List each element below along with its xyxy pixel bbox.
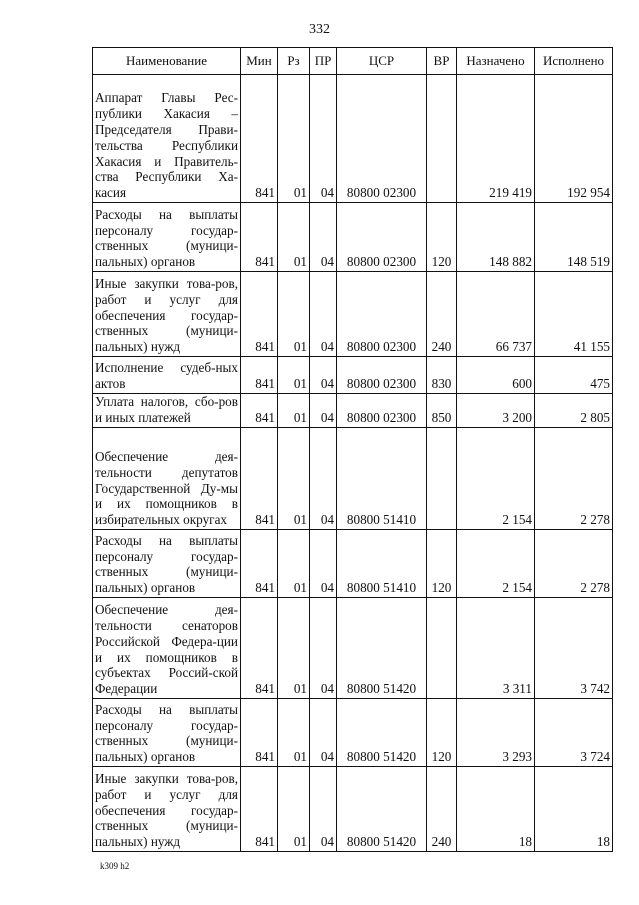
row-executed: 148 519 bbox=[535, 203, 613, 272]
row-vr bbox=[427, 428, 457, 530]
row-executed: 2 805 bbox=[535, 394, 613, 428]
row-pr: 04 bbox=[310, 428, 337, 530]
row-min: 841 bbox=[241, 75, 278, 203]
row-rz: 01 bbox=[278, 357, 310, 394]
row-min: 841 bbox=[241, 394, 278, 428]
row-pr: 04 bbox=[310, 699, 337, 767]
row-assigned: 3 311 bbox=[457, 598, 535, 699]
row-min: 841 bbox=[241, 428, 278, 530]
header-min: Мин bbox=[241, 48, 278, 75]
row-executed: 18 bbox=[535, 767, 613, 852]
row-vr: 850 bbox=[427, 394, 457, 428]
row-executed: 2 278 bbox=[535, 530, 613, 598]
row-min: 841 bbox=[241, 357, 278, 394]
row-min: 841 bbox=[241, 767, 278, 852]
row-vr: 120 bbox=[427, 699, 457, 767]
row-name: Аппарат Главы Рес-публики Хакасия – Председателя Прави-тельства Республики Хакасия и Правитель-ства Республики Ха-касия bbox=[93, 75, 241, 203]
header-name: Наименование bbox=[93, 48, 241, 75]
row-pr: 04 bbox=[310, 203, 337, 272]
row-pr: 04 bbox=[310, 530, 337, 598]
row-csr: 80800 02300 bbox=[337, 203, 427, 272]
header-rz: Рз bbox=[278, 48, 310, 75]
table-row bbox=[93, 767, 613, 852]
row-rz: 01 bbox=[278, 428, 310, 530]
row-assigned: 2 154 bbox=[457, 428, 535, 530]
row-vr bbox=[427, 75, 457, 203]
header-csr: ЦСР bbox=[337, 48, 427, 75]
row-pr: 04 bbox=[310, 272, 337, 357]
row-pr: 04 bbox=[310, 598, 337, 699]
header-assigned: Назначено bbox=[457, 48, 535, 75]
row-name: Иные закупки това-ров, работ и услуг для обеспечения государ-ственных (муници-пальных) нужд bbox=[93, 272, 241, 357]
row-vr: 120 bbox=[427, 530, 457, 598]
row-vr: 240 bbox=[427, 272, 457, 357]
row-assigned: 3 293 bbox=[457, 699, 535, 767]
table-row bbox=[93, 598, 613, 699]
row-name: Иные закупки това-ров, работ и услуг для обеспечения государ-ственных (муници-пальных) нужд bbox=[93, 767, 241, 852]
table-body bbox=[93, 75, 613, 852]
row-rz: 01 bbox=[278, 699, 310, 767]
row-executed: 2 278 bbox=[535, 428, 613, 530]
row-rz: 01 bbox=[278, 203, 310, 272]
row-pr: 04 bbox=[310, 767, 337, 852]
row-vr: 830 bbox=[427, 357, 457, 394]
header-vr: ВР bbox=[427, 48, 457, 75]
header-executed: Исполнено bbox=[535, 48, 613, 75]
row-executed: 3 742 bbox=[535, 598, 613, 699]
page-number: 332 bbox=[309, 22, 330, 37]
row-csr: 80800 02300 bbox=[337, 272, 427, 357]
row-rz: 01 bbox=[278, 767, 310, 852]
row-name: Уплата налогов, сбо-ров и иных платежей bbox=[93, 394, 241, 428]
row-csr: 80800 02300 bbox=[337, 394, 427, 428]
footer-code: k309 h2 bbox=[100, 861, 130, 871]
row-min: 841 bbox=[241, 203, 278, 272]
row-pr: 04 bbox=[310, 75, 337, 203]
table-row bbox=[93, 203, 613, 272]
table-row bbox=[93, 272, 613, 357]
row-executed: 41 155 bbox=[535, 272, 613, 357]
header-row bbox=[93, 48, 613, 75]
table-row bbox=[93, 530, 613, 598]
table-row bbox=[93, 357, 613, 394]
row-name: Расходы на выплаты персоналу государ-ственных (муници-пальных) органов bbox=[93, 699, 241, 767]
row-csr: 80800 02300 bbox=[337, 357, 427, 394]
row-name: Обеспечение дея-тельности депутатов Государственной Ду-мы и их помощников в избирательных округах bbox=[93, 428, 241, 530]
row-rz: 01 bbox=[278, 75, 310, 203]
row-executed: 3 724 bbox=[535, 699, 613, 767]
row-assigned: 3 200 bbox=[457, 394, 535, 428]
row-executed: 475 bbox=[535, 357, 613, 394]
row-pr: 04 bbox=[310, 357, 337, 394]
row-min: 841 bbox=[241, 699, 278, 767]
row-assigned: 66 737 bbox=[457, 272, 535, 357]
row-vr: 240 bbox=[427, 767, 457, 852]
row-csr: 80800 51410 bbox=[337, 428, 427, 530]
row-csr: 80800 51410 bbox=[337, 530, 427, 598]
row-rz: 01 bbox=[278, 530, 310, 598]
row-assigned: 219 419 bbox=[457, 75, 535, 203]
table-header bbox=[93, 48, 613, 75]
row-assigned: 600 bbox=[457, 357, 535, 394]
row-rz: 01 bbox=[278, 272, 310, 357]
row-csr: 80800 51420 bbox=[337, 767, 427, 852]
table-row bbox=[93, 699, 613, 767]
row-csr: 80800 51420 bbox=[337, 598, 427, 699]
row-name: Исполнение судеб-ных актов bbox=[93, 357, 241, 394]
row-name: Обеспечение дея-тельности сенаторов Российской Федера-ции и их помощников в субъектах Россий-ской Федерации bbox=[93, 598, 241, 699]
row-name: Расходы на выплаты персоналу государ-ственных (муници-пальных) органов bbox=[93, 203, 241, 272]
row-rz: 01 bbox=[278, 598, 310, 699]
row-vr bbox=[427, 598, 457, 699]
row-assigned: 148 882 bbox=[457, 203, 535, 272]
row-executed: 192 954 bbox=[535, 75, 613, 203]
header-pr: ПР bbox=[310, 48, 337, 75]
row-min: 841 bbox=[241, 530, 278, 598]
table-row bbox=[93, 428, 613, 530]
row-name: Расходы на выплаты персоналу государ-ственных (муници-пальных) органов bbox=[93, 530, 241, 598]
row-assigned: 2 154 bbox=[457, 530, 535, 598]
row-assigned: 18 bbox=[457, 767, 535, 852]
row-min: 841 bbox=[241, 598, 278, 699]
table-row bbox=[93, 394, 613, 428]
budget-table bbox=[92, 47, 613, 852]
row-pr: 04 bbox=[310, 394, 337, 428]
table-row bbox=[93, 75, 613, 203]
row-rz: 01 bbox=[278, 394, 310, 428]
row-min: 841 bbox=[241, 272, 278, 357]
row-vr: 120 bbox=[427, 203, 457, 272]
row-csr: 80800 51420 bbox=[337, 699, 427, 767]
row-csr: 80800 02300 bbox=[337, 75, 427, 203]
